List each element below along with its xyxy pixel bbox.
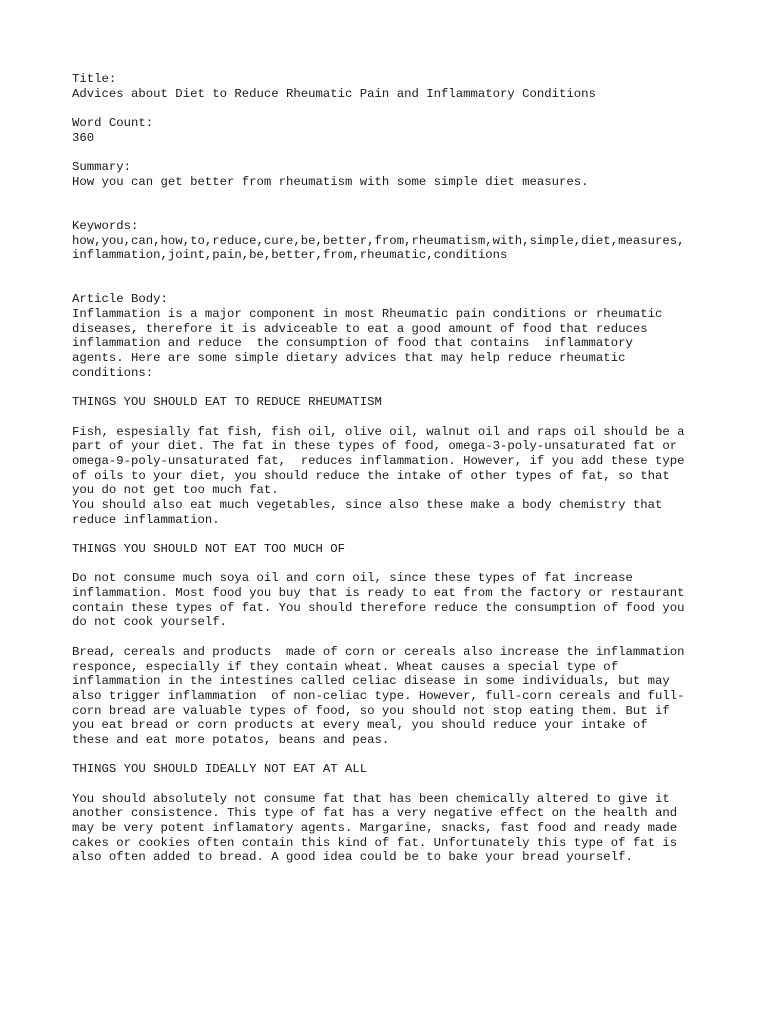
section-eat-paragraph <box>72 425 712 528</box>
text-line: reduce inflammation. <box>72 512 220 527</box>
text-line: contain these types of fat. You should therefore reduce the consumption of food you <box>72 600 685 615</box>
word-count-label: Word Count: <box>72 116 154 131</box>
text-line: Do not consume much soya oil and corn oil, since these types of fat increase <box>72 571 633 586</box>
word-count-value: 360 <box>72 130 95 145</box>
text-line: you eat bread or corn products at every meal, you should reduce your intake of <box>72 718 648 733</box>
summary-text: How you can get better from rheumatism with some simple diet measures. <box>72 174 589 189</box>
text-line: of oils to your diet, you should reduce the intake of other types of fat, so that <box>72 468 670 483</box>
section-heading-eat: THINGS YOU SHOULD EAT TO REDUCE RHEUMATISM <box>72 395 382 410</box>
text-line: agents. Here are some simple dietary advices that may help reduce rheumatic <box>72 351 626 366</box>
text-line: responce, especially if they contain wheat. Wheat causes a special type of <box>72 659 619 674</box>
keywords-line: inflammation,joint,pain,be,better,from,rheumatic,conditions <box>72 248 508 263</box>
text-line: these and eat more potatos, beans and peas. <box>72 732 390 747</box>
text-line: Inflammation is a major component in most Rheumatic pain conditions or rheumatic <box>72 307 663 321</box>
section-not-too-much-paragraph-2 <box>72 645 712 748</box>
text-line: may be very potent inflamatory agents. Margarine, snacks, fast food and ready made <box>72 821 678 836</box>
keywords-label: Keywords: <box>72 218 139 233</box>
section-not-too-much-paragraph-1 <box>72 571 712 630</box>
document-page <box>72 72 712 865</box>
document-title: Advices about Diet to Reduce Rheumatic Pain and Inflammatory Conditions <box>72 86 596 101</box>
text-line: corn bread are valuable types of food, so you should not stop eating them. But if <box>72 703 670 718</box>
title-label: Title: <box>72 72 117 86</box>
text-line: inflammation and reduce the consumption of food that contains inflammatory <box>72 336 633 351</box>
summary-label: Summary: <box>72 160 132 175</box>
text-line: do not cook yourself. <box>72 615 227 630</box>
text-line: also often added to bread. A good idea could be to bake your bread yourself. <box>72 850 633 865</box>
text-line: you do not get too much fat. <box>72 483 279 498</box>
text-line: Bread, cereals and products made of corn or cereals also increase the inflammation <box>72 644 685 659</box>
text-line: You should absolutely not consume fat that has been chemically altered to give it <box>72 791 670 806</box>
text-line: You should also eat much vegetables, since also these make a body chemistry that <box>72 497 663 512</box>
section-not-at-all-paragraph <box>72 792 712 865</box>
text-line: also trigger inflammation of non-celiac type. However, full-corn cereals and full- <box>72 688 685 703</box>
text-line: inflammation. Most food you buy that is ready to eat from the factory or restaurant <box>72 586 685 601</box>
text-line: omega-9-poly-unsaturated fat, reduces inflammation. However, if you add these type <box>72 453 685 468</box>
text-line: part of your diet. The fat in these types of food, omega-3-poly-unsaturated fat or <box>72 439 678 454</box>
text-line: Fish, espesially fat fish, fish oil, olive oil, walnut oil and raps oil should be a <box>72 424 685 439</box>
section-heading-not-too-much: THINGS YOU SHOULD NOT EAT TOO MUCH OF <box>72 542 346 556</box>
text-line: diseases, therefore it is adviceable to eat a good amount of food that reduces <box>72 321 648 336</box>
section-heading-not-at-all: THINGS YOU SHOULD IDEALLY NOT EAT AT ALL <box>72 762 368 777</box>
text-line: inflammation in the intestines called celiac disease in some individuals, but may <box>72 674 670 689</box>
article-body-label: Article Body: <box>72 292 168 307</box>
text-line: cakes or cookies often contain this kind of fat. Unfortunately this type of fat is <box>72 835 678 850</box>
text-line: another consistence. This type of fat has a very negative effect on the health and <box>72 806 678 821</box>
keywords-line: how,you,can,how,to,reduce,cure,be,better,from,rheumatism,with,simple,diet,measures, <box>72 233 685 248</box>
text-line: conditions: <box>72 365 154 380</box>
intro-paragraph <box>72 307 712 380</box>
